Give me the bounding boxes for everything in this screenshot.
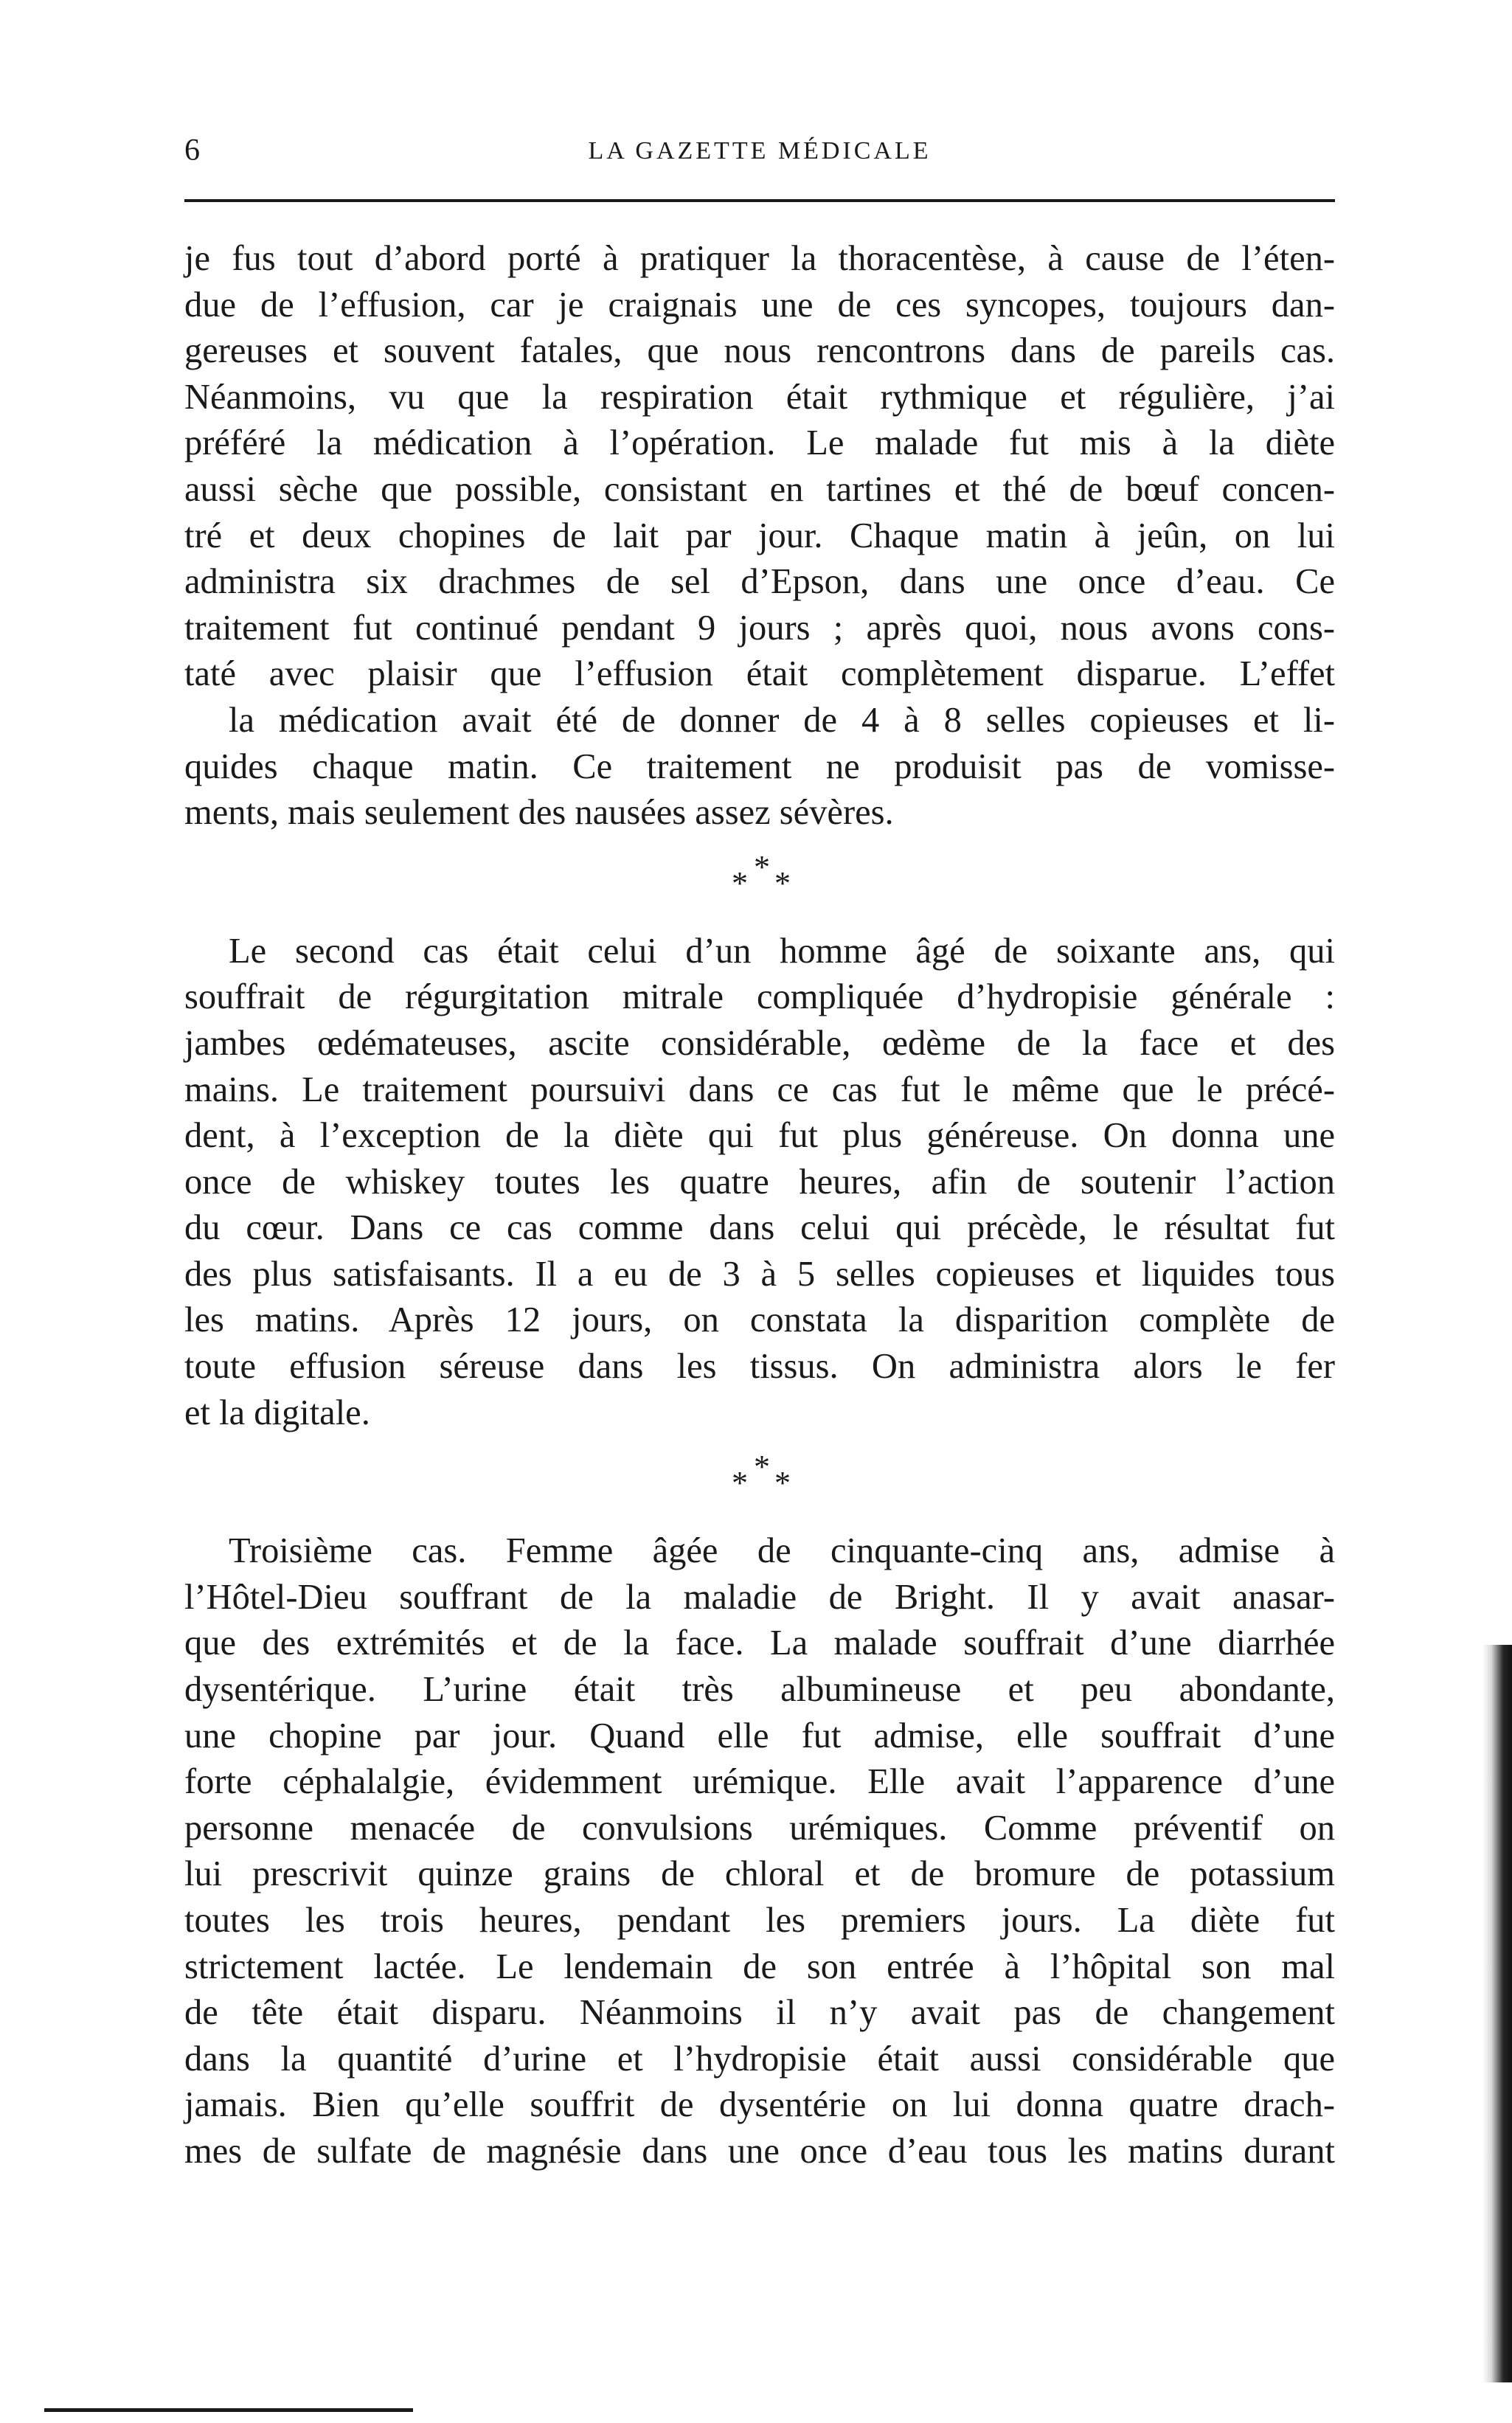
- text-line: que des extrémités et de la face. La malade souffrait d’une diarrhée: [184, 1623, 1335, 1663]
- asterism-divider: [184, 1436, 1335, 1528]
- asterism-divider: [184, 836, 1335, 929]
- page-number: 6: [184, 134, 201, 167]
- text-line: et la digitale.: [184, 1393, 370, 1432]
- text-line: Néanmoins, vu que la respiration était rythmique et régulière, j’ai: [184, 377, 1335, 417]
- text-line: dent, à l’exception de la diète qui fut plus généreuse. On donna une: [184, 1116, 1335, 1156]
- text-line: des plus satisfaisants. Il a eu de 3 à 5 selles copieuses et liquides tous: [184, 1254, 1335, 1294]
- asterism-star: *: [754, 1449, 770, 1486]
- text-line: du cœur. Dans ce cas comme dans celui qui précède, le résultat fut: [184, 1208, 1335, 1248]
- text-line: souffrait de régurgitation mitrale compliquée d’hydropisie générale :: [184, 977, 1335, 1017]
- text-line: mes de sulfate de magnésie dans une once d’eau tous les matins durant: [184, 2131, 1335, 2171]
- text-line: jambes œdémateuses, ascite considérable, œdème de la face et des: [184, 1023, 1335, 1063]
- text-line: due de l’effusion, car je craignais une de ces syncopes, toujours dan-: [184, 285, 1335, 325]
- text-line: tré et deux chopines de lait par jour. Chaque matin à jeûn, on lui: [184, 516, 1335, 555]
- asterism-star: *: [774, 864, 791, 901]
- running-title: LA GAZETTE MÉDICALE: [588, 137, 932, 164]
- text-line: l’Hôtel-Dieu souffrant de la maladie de Bright. Il y avait anasar-: [184, 1577, 1335, 1617]
- asterism-star: *: [732, 864, 748, 901]
- text-line: aussi sèche que possible, consistant en tartines et thé de bœuf concen-: [184, 469, 1335, 509]
- text-line: toute effusion séreuse dans les tissus. On administra alors le fer: [184, 1347, 1335, 1387]
- text-line: les matins. Après 12 jours, on constata la disparition complète de: [184, 1300, 1335, 1340]
- text-line: ments, mais seulement des nausées assez sévères.: [184, 793, 894, 833]
- text-line: lui prescrivit quinze grains de chloral et de bromure de potassium: [184, 1854, 1335, 1894]
- text-line: Le second cas était celui d’un homme âgé de soixante ans, qui: [229, 931, 1335, 971]
- text-line: dans la quantité d’urine et l’hydropisie était aussi considérable que: [184, 2039, 1335, 2079]
- text-line: Troisième cas. Femme âgée de cinquante-cinq ans, admise à: [229, 1531, 1335, 1571]
- text-line: strictement lactée. Le lendemain de son entrée à l’hôpital son mal: [184, 1947, 1335, 1986]
- paragraph-case-2: [184, 929, 1335, 1437]
- asterism-star: *: [774, 1465, 791, 1502]
- asterism-star: *: [754, 848, 770, 885]
- paragraph-case-3: [184, 1528, 1335, 2174]
- page-header: [184, 133, 1335, 177]
- text-line: gereuses et souvent fatales, que nous rencontrons dans de pareils cas.: [184, 331, 1335, 371]
- text-line: de tête était disparu. Néanmoins il n’y avait pas de changement: [184, 1993, 1335, 2033]
- text-line: taté avec plaisir que l’effusion était complètement disparue. L’effet: [184, 654, 1335, 694]
- text-line: personne menacée de convulsions urémiques. Comme préventif on: [184, 1808, 1335, 1848]
- body-text: [184, 236, 1335, 2175]
- text-line: administra six drachmes de sel d’Epson, dans une once d’eau. Ce: [184, 562, 1335, 602]
- text-line: mains. Le traitement poursuivi dans ce cas fut le même que le précé-: [184, 1070, 1335, 1109]
- text-line: une chopine par jour. Quand elle fut admise, elle souffrait d’une: [184, 1716, 1335, 1755]
- text-line: traitement fut continué pendant 9 jours ; après quoi, nous avons cons-: [184, 608, 1335, 648]
- paragraph-case-1: [184, 236, 1335, 836]
- text-line: préféré la médication à l’opération. Le malade fut mis à la diète: [184, 423, 1335, 463]
- text-line: la médication avait été de donner de 4 à 8 selles copieuses et li-: [229, 700, 1335, 740]
- header-rule: [184, 199, 1335, 202]
- text-line: once de whiskey toutes les quatre heures, afin de soutenir l’action: [184, 1162, 1335, 1202]
- text-line: toutes les trois heures, pendant les premiers jours. La diète fut: [184, 1901, 1335, 1940]
- scan-edge-shadow: [1482, 1645, 1512, 2382]
- text-line: je fus tout d’abord porté à pratiquer la thoracentèse, à cause de l’éten-: [184, 239, 1335, 278]
- text-line: quides chaque matin. Ce traitement ne produisit pas de vomisse-: [184, 746, 1335, 786]
- bottom-scan-rule: [44, 2408, 413, 2412]
- text-line: dysentérique. L’urine était très albumineuse et peu abondante,: [184, 1670, 1335, 1710]
- text-line: jamais. Bien qu’elle souffrit de dysentérie on lui donna quatre drach-: [184, 2085, 1335, 2125]
- asterism-star: *: [732, 1465, 748, 1502]
- text-line: forte céphalalgie, évidemment urémique. Elle avait l’apparence d’une: [184, 1762, 1335, 1802]
